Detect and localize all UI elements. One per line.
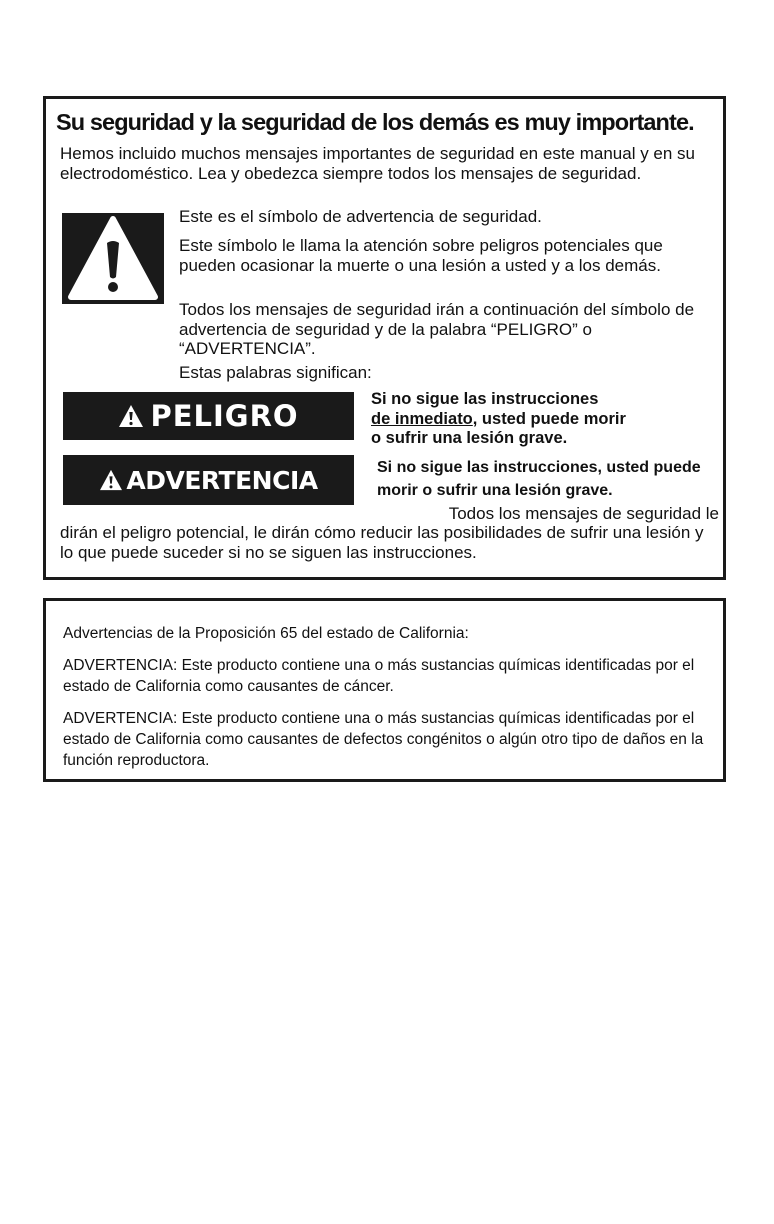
peligro-desc-line3: o sufrir una lesión grave. bbox=[371, 429, 568, 447]
peligro-desc-underlined: de inmediato bbox=[371, 409, 473, 428]
attention-description: Este símbolo le llama la atención sobre peligros potenciales que pueden ocasionar la muerte o una lesión a usted y a los demás. bbox=[179, 236, 663, 275]
safety-intro: Hemos incluido muchos mensajes importantes de seguridad en este manual y en su electrodoméstico. Lea y obedezca siempre todos los mensajes de seguridad. bbox=[60, 144, 696, 183]
followed-description: Todos los mensajes de seguridad irán a continuación del símbolo de advertencia de seguridad y de la palabra “PELIGRO” o “ADVERTENCIA”. bbox=[179, 300, 695, 358]
prop65-cancer-warning: ADVERTENCIA: Este producto contiene una o más sustancias químicas identificadas por el estado de California como causantes de cáncer. bbox=[63, 657, 695, 695]
peligro-signal-word bbox=[63, 392, 354, 440]
peligro-desc-line1: Si no sigue las instrucciones bbox=[371, 390, 599, 408]
safety-title: Su seguridad y la seguridad de los demás es muy importante. bbox=[56, 109, 694, 135]
warning-triangle-icon bbox=[99, 469, 126, 491]
meaning-intro: Estas palabras significan: bbox=[179, 363, 372, 382]
advertencia-signal-word bbox=[63, 455, 354, 505]
prop65-section bbox=[43, 598, 726, 782]
safety-section bbox=[43, 96, 726, 580]
closing-text-part2: dirán el peligro potencial, le dirán cómo reducir las posibilidades de sufrir una lesión y lo que puede suceder si no se siguen las instrucciones. bbox=[60, 523, 704, 562]
peligro-desc-rest: , usted puede morir bbox=[472, 409, 626, 428]
advertencia-description: Si no sigue las instrucciones, usted puede morir o sufrir una lesión grave. bbox=[377, 459, 701, 499]
warning-triangle-icon bbox=[62, 213, 164, 304]
prop65-reproductive-warning: ADVERTENCIA: Este producto contiene una o más sustancias químicas identificadas por el estado de California como causantes de defectos congénitos o algún otro tipo de daños en la función reproductora. bbox=[63, 710, 704, 769]
symbol-description: Este es el símbolo de advertencia de seguridad. bbox=[179, 207, 542, 226]
warning-triangle-icon bbox=[118, 404, 150, 428]
peligro-description bbox=[371, 390, 721, 449]
peligro-label: PELIGRO bbox=[150, 399, 299, 433]
prop65-title: Advertencias de la Proposición 65 del estado de California: bbox=[63, 625, 469, 642]
advertencia-label: ADVERTENCIA bbox=[126, 465, 318, 495]
closing-text-part1: Todos los mensajes de seguridad le bbox=[448, 504, 719, 523]
